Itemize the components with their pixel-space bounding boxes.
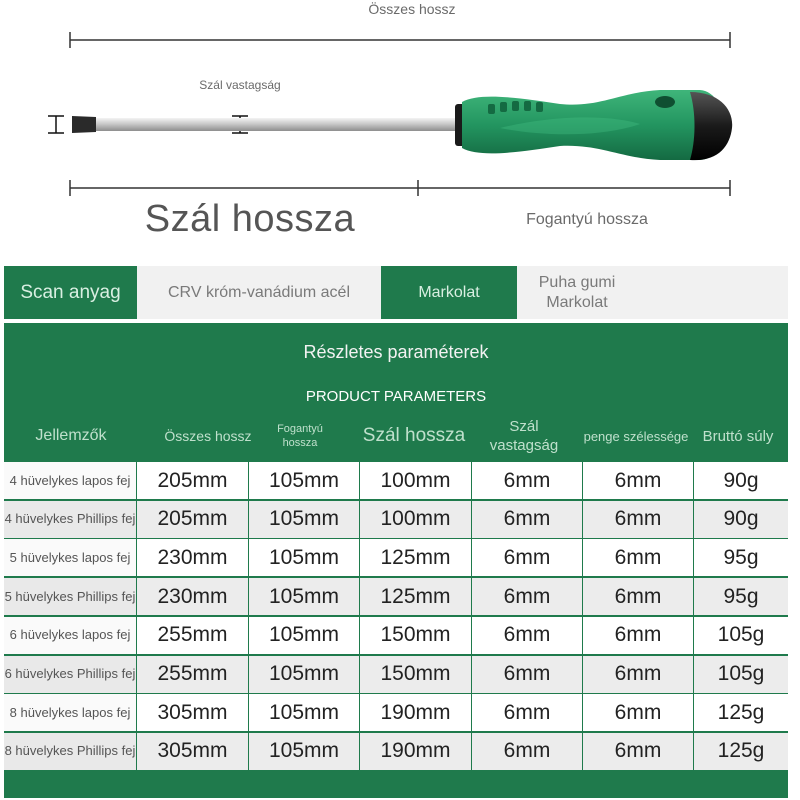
table-cell: 6mm: [472, 694, 582, 731]
table-cell: 6mm: [472, 617, 582, 654]
col-header-blade-width: penge szélessége: [583, 428, 689, 444]
table-row: [4, 462, 788, 499]
table-cell: 230mm: [137, 539, 248, 576]
table-cell: 6mm: [472, 578, 582, 615]
table-cell: 105mm: [249, 578, 359, 615]
col-header-shaft-thickness: Szál vastagság: [489, 418, 559, 454]
col-header-features: Jellemzők: [35, 427, 107, 444]
table-cell: 205mm: [137, 501, 248, 538]
table-row: [4, 539, 788, 576]
table-row: [4, 656, 788, 693]
table-cell: 255mm: [137, 617, 248, 654]
table-cell: 125g: [694, 694, 788, 731]
grip-material-value: [517, 266, 788, 319]
col-header-gross-weight: Bruttó súly: [702, 427, 774, 445]
row-label-cell: 5 hüvelykes Phillips fej: [4, 578, 136, 615]
table-cell: 255mm: [137, 656, 248, 693]
table-cell: 95g: [694, 578, 788, 615]
table-cell: 205mm: [137, 462, 248, 499]
table-cell: 105mm: [249, 462, 359, 499]
col-header-total-length: Összes hossz: [164, 428, 252, 444]
table-cell: 105mm: [249, 733, 359, 770]
table-cell: 6mm: [472, 462, 582, 499]
table-cell: 105g: [694, 617, 788, 654]
table-cell: 150mm: [360, 617, 471, 654]
parameters-table: [4, 323, 788, 798]
col-header-handle-length: Fogantyú hossza: [277, 423, 323, 449]
screwdriver-shaft: [72, 116, 461, 133]
table-cell: 6mm: [472, 539, 582, 576]
table-cell: 90g: [694, 462, 788, 499]
shaft-material-title: Scan anyag: [4, 266, 137, 319]
table-cell: 6mm: [583, 733, 693, 770]
length-dimension: [70, 180, 730, 196]
table-cell: 190mm: [360, 733, 471, 770]
table-cell: 105mm: [249, 694, 359, 731]
table-cell: 105g: [694, 656, 788, 693]
table-cell: 6mm: [583, 656, 693, 693]
row-label-cell: 8 hüvelykes Phillips fej: [4, 733, 136, 770]
row-label-cell: 6 hüvelykes lapos fej: [4, 617, 136, 654]
table-cell: 6mm: [583, 694, 693, 731]
row-label-cell: 4 hüvelykes lapos fej: [4, 462, 136, 499]
row-label-cell: 5 hüvelykes lapos fej: [4, 539, 136, 576]
grip-material-title: Markolat: [381, 266, 517, 319]
grip-material-text: Puha gumi Markolat: [538, 273, 616, 311]
table-cell: 6mm: [583, 501, 693, 538]
table-cell: 105mm: [249, 656, 359, 693]
table-cell: 6mm: [583, 462, 693, 499]
table-cell: 100mm: [360, 501, 471, 538]
table-row: [4, 617, 788, 654]
col-header-shaft-length: Szál hossza: [362, 425, 466, 446]
table-cell: 305mm: [137, 694, 248, 731]
screwdriver-handle: [455, 90, 732, 160]
table-cell: 90g: [694, 501, 788, 538]
row-label-cell: 4 hüvelykes Phillips fej: [4, 501, 136, 538]
table-row: [4, 733, 788, 770]
table-cell: 305mm: [137, 733, 248, 770]
table-cell: 190mm: [360, 694, 471, 731]
table-row: [4, 694, 788, 731]
shaft-length-label: Szál hossza: [144, 198, 356, 240]
table-cell: 6mm: [472, 656, 582, 693]
table-cell: 6mm: [472, 501, 582, 538]
total-length-label: Összes hossz: [368, 1, 456, 17]
table-cell: 6mm: [472, 733, 582, 770]
table-title: Részletes paraméterek: [303, 342, 489, 362]
table-cell: 100mm: [360, 462, 471, 499]
thickness-label: Szál vastagság: [199, 78, 281, 92]
table-cell: 125mm: [360, 578, 471, 615]
shaft-material-value: CRV króm-vanádium acél: [137, 266, 381, 319]
table-cell: 6mm: [583, 617, 693, 654]
table-cell: 125mm: [360, 539, 471, 576]
handle-length-label: Fogantyú hossza: [526, 211, 648, 228]
table-cell: 95g: [694, 539, 788, 576]
table-cell: 230mm: [137, 578, 248, 615]
table-row: [4, 578, 788, 615]
table-row: [4, 501, 788, 538]
dimension-diagram: [0, 0, 800, 250]
row-label-cell: 6 hüvelykes Phillips fej: [4, 656, 136, 693]
table-cell: 6mm: [583, 578, 693, 615]
table-cell: 150mm: [360, 656, 471, 693]
table-cell: 6mm: [583, 539, 693, 576]
table-cell: 105mm: [249, 617, 359, 654]
table-cell: 105mm: [249, 501, 359, 538]
table-cell: 105mm: [249, 539, 359, 576]
table-cell: 125g: [694, 733, 788, 770]
total-length-dimension: [70, 32, 730, 48]
row-label-cell: 8 hüvelykes lapos fej: [4, 694, 136, 731]
table-subtitle: PRODUCT PARAMETERS: [305, 388, 487, 405]
